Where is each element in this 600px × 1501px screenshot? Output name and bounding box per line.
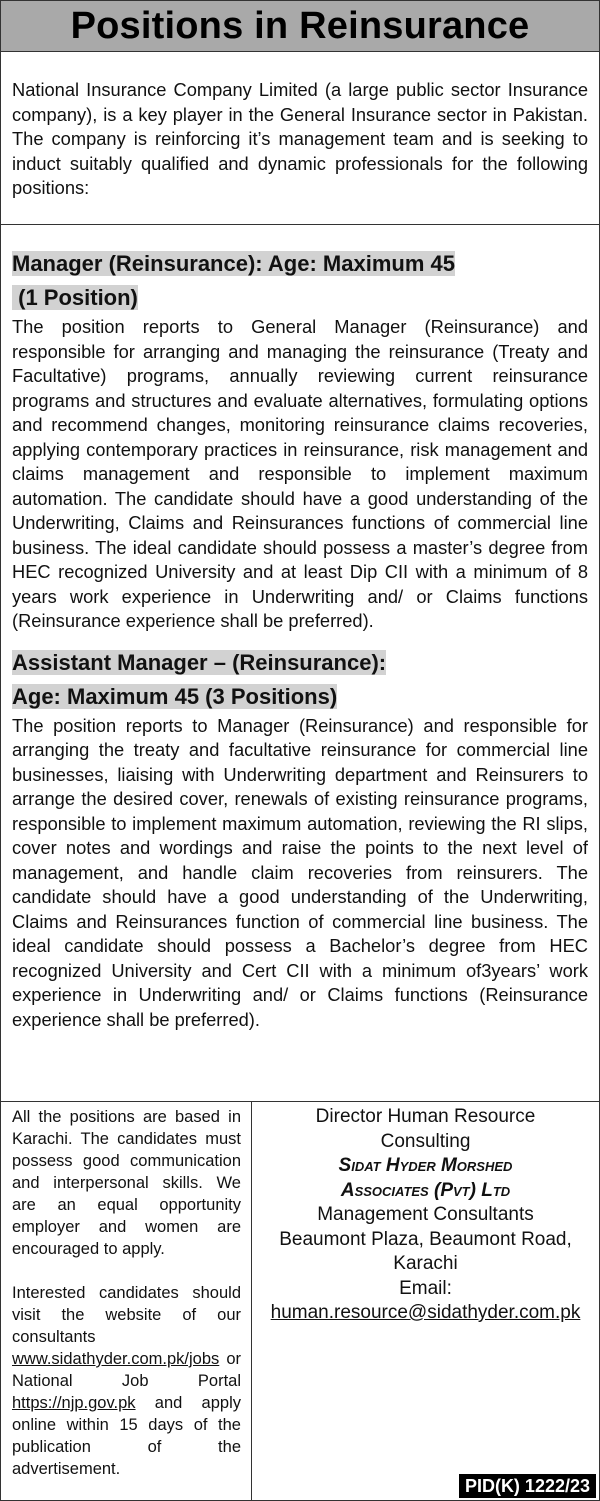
job-portal-link[interactable]: https://njp.gov.pk <box>12 1394 136 1412</box>
email-link[interactable]: human.resource@sidathyder.com.pk <box>270 1302 581 1323</box>
position-age <box>12 680 588 714</box>
page-title: Positions in Reinsurance <box>70 4 530 47</box>
position-description: The position reports to Manager (Reinsurance) and responsible for arranging the treaty and facultative reinsurance for commercial line businesses, liaising with Underwriting department and Reinsurers to arrange the desired cover, renewals of existing reinsurance programs, responsible to implement maximum automation, reviewing the RI slips, cover notes and wordings and raise the points to the next level of management, and handle claim recoveries from reinsurers. The candidate should have a good understanding of the Underwriting, Claims and Reinsurances function of commercial line business. The ideal candidate should possess a Bachelor’s degree from HEC recognized University and Cert CII with a minimum of3years’ work experience in Underwriting and/ or Claims functions (Reinsurance experience shall be preferred). <box>12 714 588 1030</box>
position-heading <box>12 646 588 680</box>
title-banner <box>1 1 599 52</box>
position-title: Assistant Manager – (Reinsurance): <box>12 649 387 675</box>
apply-note <box>12 1282 241 1480</box>
footer-block <box>1 1101 599 1501</box>
location-note: All the positions are based in Karachi. The candidates must possess good communication and interpersonal skills. We are an equal opportunity employer and women are encouraged to apply. <box>12 1108 241 1258</box>
address-line: Beaumont Plaza, Beaumont Road, <box>279 1228 572 1250</box>
position-title: Manager (Reinsurance): Age: Maximum 45 <box>12 251 455 276</box>
position-description: The position reports to General Manager (Reinsurance) and responsible for arranging and managing the reinsurance (Treaty and Facultative) programs, annually reviewing current reinsurance programs and structures and evaluate alternatives, formulating options and recommend changes, monitoring reinsurance claims recoveries, applying contemporary practices in reinsurance, risk management and claims management and responsible to implement maximum automation. The candidate should have a good understanding of the Underwriting, Claims and Reinsurances functions of commercial line business. The ideal candidate should possess a master’s degree from HEC recognized University and at least Dip CII with a minimum of 8 years work experience in Underwriting and/ or Claims functions (Reinsurance experience shall be preferred). <box>12 316 588 631</box>
position-count <box>12 281 588 315</box>
firm-name: Associates (Pvt) Ltd <box>340 1179 511 1201</box>
firm-description: Management Consultants <box>317 1204 534 1225</box>
apply-note-text: or National Job Portal <box>12 1350 241 1390</box>
application-notes <box>1 1102 252 1501</box>
apply-note-text: and apply online within 15 days of the publication of the advertisement. <box>12 1394 241 1478</box>
apply-note-text: Interested candidates should visit the website of our consultants <box>12 1284 241 1346</box>
contact-title: Consulting <box>380 1130 471 1152</box>
position-section-assistant-manager <box>1 634 599 1033</box>
position-section-manager <box>1 225 599 634</box>
consultant-website-link[interactable]: www.sidathyder.com.pk/jobs <box>12 1350 220 1368</box>
position-heading <box>12 247 588 281</box>
position-age-label: Age: Maximum 45 (3 Positions) <box>12 683 338 709</box>
pid-badge: PID(K) 1222/23 <box>459 1474 596 1498</box>
email-label: Email: <box>399 1277 452 1299</box>
intro-paragraph: National Insurance Company Limited (a large public sector Insurance company), is a key player in the General Insurance sector in Pakistan. The company is reinforcing it’s management team and is seeking to induct suitably qualified and dynamic professionals for the following positions: <box>1 52 599 225</box>
position-count-label: (1 Position) <box>12 285 138 310</box>
firm-name: Sidat Hyder Morshed <box>338 1155 513 1176</box>
contact-block <box>252 1102 599 1501</box>
address-city: Karachi <box>393 1253 458 1274</box>
contact-title: Director Human Resource <box>315 1106 536 1127</box>
